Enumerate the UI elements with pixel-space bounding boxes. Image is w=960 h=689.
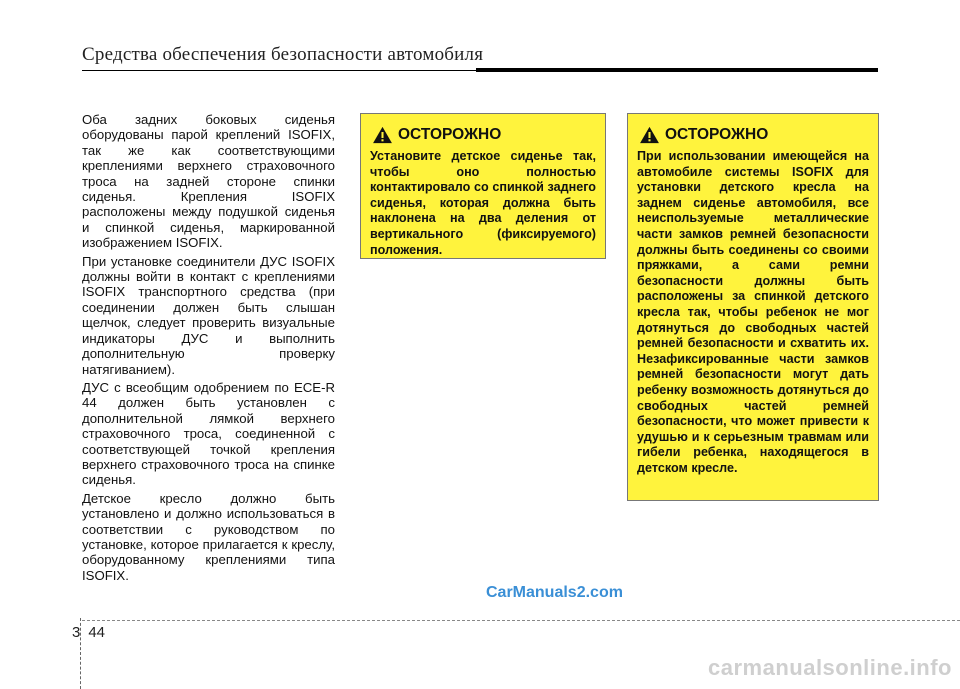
page-number [72, 624, 105, 641]
warning-text: Установите детское сиденье так, чтобы оно полностью контактировало со спинкой заднего сиденья, которая должна быть наклонена на два деления от вертикального (фиксируемого) положения. [370, 149, 596, 257]
section-number: 3 [72, 624, 81, 641]
header-rule-accent [476, 68, 878, 72]
page-header-title: Средства обеспечения безопасности автомобиля [82, 44, 484, 65]
footer-watermark: carmanualsonline.info [708, 655, 952, 680]
warning-title: ОСТОРОЖНО [665, 126, 769, 144]
site-watermark-link[interactable]: CarManuals2.com [486, 584, 623, 601]
body-paragraph: Оба задних боковых сиденья оборудованы парой креплений ISOFIX, так же как соответствующими креплениями верхнего страховочного троса на задней стороне спинки сиденья. Крепления ISOFIX расположены между подушкой сиденья и спинкой сиденья, маркированной изображением ISOFIX. [82, 112, 335, 251]
warning-heading [637, 126, 869, 144]
body-paragraph: ДУС с всеобщим одобрением по ECE-R 44 должен быть установлен с дополнительной лямкой верхнего страховочного троса, соединенной с соответствующей точкой крепления верхнего страховочного троса на спинке сиденья. [82, 379, 335, 488]
body-text-column [82, 112, 335, 586]
page-number-value: 44 [88, 624, 106, 641]
body-paragraph: При установке соединители ДУС ISOFIX должны войти в контакт с креплениями ISOFIX транспортного средства (при соединении должен быть слышан щелчок, следует проверить визуальные индикаторы ДУС и выполнить дополнительную проверку натягиванием). [82, 253, 335, 377]
warning-triangle-icon [372, 126, 393, 144]
warning-box-1 [360, 113, 606, 259]
warning-text: При использовании имеющейся на автомобиле системы ISOFIX для установки детского кресла на заднем сиденье автомобиля, все неиспользуемые металлические части замков ремней безопасности должны быть соединены со своими пряжками, а сами ремни безопасности должны быть расположены за спинкой детского кресла так, чтобы ребенок не мог дотянуться до свободных частей ремней безопасности и схватить их. Незафиксированные части замков ремней безопасности могут дать ребенку возможность дотянуться до свободных частей ремней безопасности, что может привести к удушью и к серьезным травмам или гибели ребенка, находящегося в детском кресле. [637, 149, 869, 475]
body-paragraph: Детское кресло должно быть установлено и должно использоваться в соответствии с руководством по установке, которое прилагается к креслу, оборудованному креплениями типа ISOFIX. [82, 490, 335, 583]
warning-title: ОСТОРОЖНО [398, 126, 502, 144]
footer-divider [82, 620, 960, 621]
warning-heading [370, 126, 596, 144]
warning-box-2 [627, 113, 879, 501]
warning-triangle-icon [639, 126, 660, 144]
